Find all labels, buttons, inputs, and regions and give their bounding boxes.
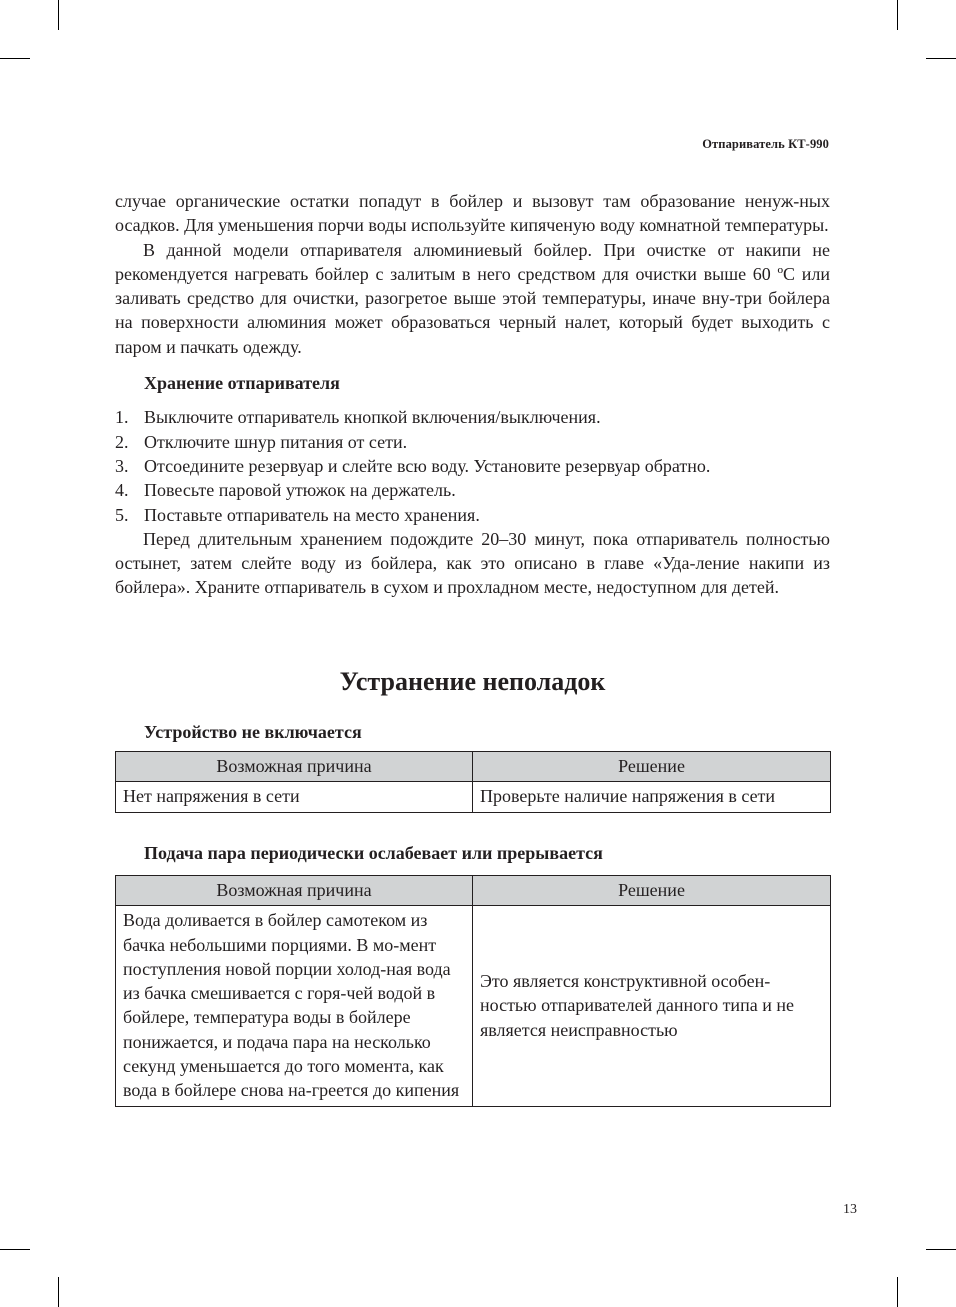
- intro-paragraph: В данной модели отпаривателя алюминиевый бойлер. При очистке от накипи не рекомендуется нагревать бойлер с залитым в него средством для очистки выше 60 ºС или заливать средство для очистки, разогретое выше этой температуры, иначе вну-три бойлера на поверхности алюминия может образоваться черный налет, который будет выходить с паром и пачкать одежду.: [115, 239, 830, 357]
- crop-mark: [0, 1249, 30, 1250]
- crop-mark: [926, 1249, 956, 1250]
- step-number: 5.: [115, 504, 129, 525]
- column-header-solution: Решение: [473, 752, 831, 782]
- crop-mark: [897, 1277, 898, 1307]
- problem-heading: Подача пара периодически ослабевает или прерывается: [144, 842, 603, 863]
- list-item: [115, 430, 830, 454]
- crop-mark: [926, 58, 956, 59]
- solution-cell: Проверьте наличие напряжения в сети: [473, 782, 831, 812]
- list-item: [115, 478, 830, 502]
- list-item: [115, 405, 830, 429]
- table-header-row: [116, 752, 831, 782]
- column-header-solution: Решение: [473, 875, 831, 905]
- step-text: Отсоедините резервуар и слейте всю воду. Установите резервуар обратно.: [144, 455, 711, 476]
- step-number: 2.: [115, 431, 129, 452]
- step-number: 4.: [115, 480, 129, 501]
- troubleshooting-table: [115, 751, 831, 813]
- step-text: Поставьте отпариватель на место хранения.: [144, 504, 480, 525]
- solution-cell: Это является конструктивной особен-ностью отпаривателей данного типа и не является неисправностью: [473, 906, 831, 1106]
- column-header-cause: Возможная причина: [116, 875, 473, 905]
- cause-cell: Нет напряжения в сети: [116, 782, 473, 812]
- step-number: 1.: [115, 407, 129, 428]
- table-row: [116, 782, 831, 812]
- table-row: [116, 906, 831, 1106]
- step-text: Выключите отпариватель кнопкой включения/выключения.: [144, 407, 601, 428]
- section-title: Устранение неполадок: [339, 666, 606, 696]
- column-header-cause: Возможная причина: [116, 752, 473, 782]
- list-item: [115, 454, 830, 478]
- crop-mark: [58, 1277, 59, 1307]
- cause-cell: Вода доливается в бойлер самотеком из бачка небольшими порциями. В мо-мент поступления новой порции холод-ная вода из бачка смешивается с горя-чей водой в бойлере, температура воды в бойлере понижается, и подача пара на несколько секунд уменьшается до того момента, как вода в бойлере снова на-греется до кипения: [116, 906, 473, 1106]
- list-item: [115, 503, 830, 527]
- step-text: Повесьте паровой утюжок на держатель.: [144, 480, 456, 501]
- page-number: 13: [843, 1202, 857, 1217]
- crop-mark: [897, 0, 898, 30]
- intro-paragraph: случае органические остатки попадут в бойлер и вызовут там образование ненуж-ных осадков. Для уменьшения порчи воды используйте кипяченую воду комнатной температуры.: [115, 191, 830, 236]
- step-text: Отключите шнур питания от сети.: [144, 431, 408, 452]
- crop-mark: [58, 0, 59, 30]
- step-number: 3.: [115, 455, 129, 476]
- storage-heading: Хранение отпаривателя: [144, 373, 340, 394]
- running-head: Отпариватель КТ-990: [702, 137, 829, 151]
- crop-mark: [0, 58, 30, 59]
- storage-note: Перед длительным хранением подождите 20–30 минут, пока отпариватель полностью остынет, затем слейте воду из бойлера, как это описано в главе «Уда-ление накипи из бойлера». Храните отпариватель в сухом и прохладном месте, недоступном для детей.: [115, 528, 830, 598]
- problem-heading: Устройство не включается: [144, 721, 362, 742]
- troubleshooting-table: [115, 875, 831, 1107]
- page-content: [115, 189, 830, 1107]
- table-header-row: [116, 875, 831, 905]
- storage-steps-list: [115, 405, 830, 526]
